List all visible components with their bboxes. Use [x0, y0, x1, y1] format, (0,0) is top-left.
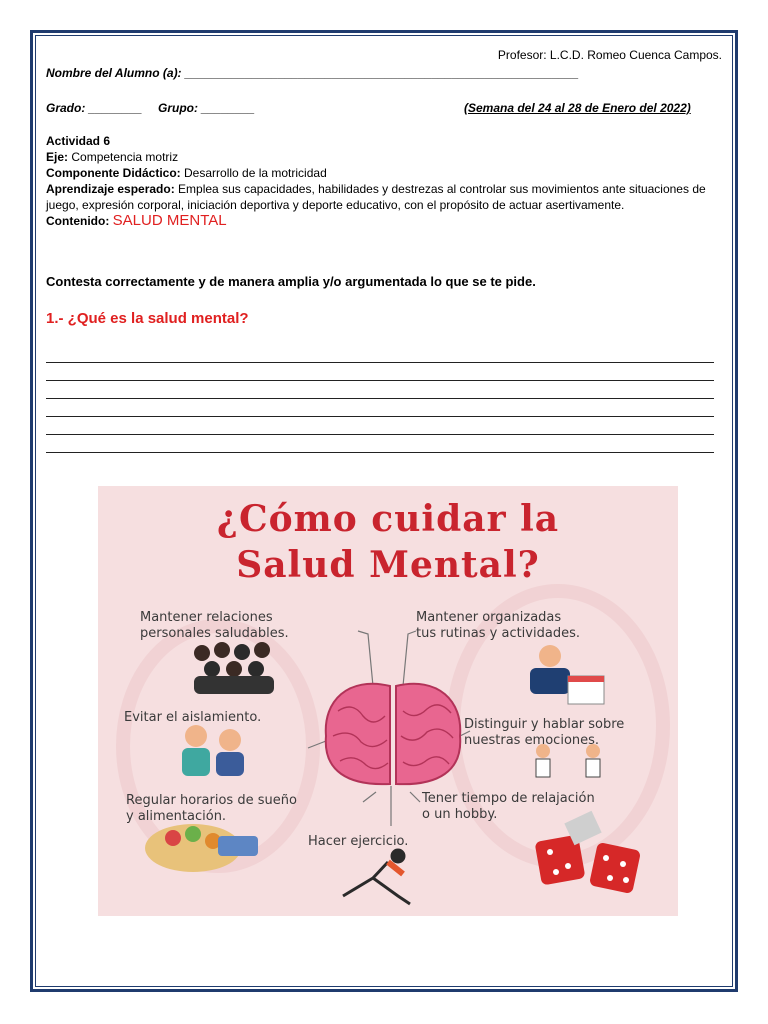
group-of-people-icon	[194, 642, 274, 694]
exercise-icon	[343, 850, 410, 904]
infographic-title-line1: ¿Cómo cuidar la	[216, 498, 560, 540]
tip-line: o un hobby.	[422, 807, 498, 822]
teacher-name: Profesor: L.C.D. Romeo Cuenca Campos.	[497, 48, 722, 62]
grade-field[interactable]: Grado: ________	[46, 101, 143, 115]
answer-line[interactable]	[46, 345, 714, 363]
tip-line: Evitar el aislamiento.	[124, 710, 262, 725]
tip-line: personales saludables.	[140, 626, 289, 641]
answer-line[interactable]	[46, 399, 714, 417]
tip-routines	[416, 610, 580, 642]
answer-line[interactable]	[46, 417, 714, 435]
tip-line: tus rutinas y actividades.	[416, 626, 580, 641]
tip-line: Mantener organizadas	[416, 610, 562, 625]
infographic-title-line2: Salud Mental?	[236, 544, 540, 586]
answer-line[interactable]	[46, 363, 714, 381]
content-line	[46, 213, 726, 229]
component-line	[46, 165, 726, 181]
tip-line: Hacer ejercicio.	[308, 834, 409, 849]
mental-health-infographic	[98, 486, 678, 916]
tip-emotions	[464, 717, 624, 749]
organized-routine-icon	[530, 645, 604, 704]
activity-title: Actividad 6	[46, 134, 111, 148]
tip-line: nuestras emociones.	[464, 733, 600, 748]
friends-icon	[182, 725, 244, 776]
component-value: Desarrollo de la motricidad	[184, 166, 327, 180]
axis-value: Competencia motriz	[71, 150, 179, 164]
learning-value: Emplea sus capacidades, habilidades y destrezas al controlar sus movimientos ante situaciones de juego, expresión corporal, iniciación deportiva y deporte educativo, con el propósito de actuar asertivamente.	[46, 182, 706, 212]
tip-line: Distinguir y hablar sobre	[464, 717, 625, 732]
activity-info	[46, 133, 726, 229]
tip-isolation	[124, 710, 261, 726]
answer-line[interactable]	[46, 381, 714, 399]
axis-line	[46, 149, 726, 165]
answer-area[interactable]	[46, 345, 714, 453]
axis-label: Eje:	[46, 150, 69, 164]
tip-relations	[140, 610, 289, 642]
tip-line: Tener tiempo de relajación	[422, 791, 595, 806]
student-name-field[interactable]: Nombre del Alumno (a): ___________________________________________________________	[46, 66, 579, 80]
tip-line: Mantener relaciones	[140, 610, 273, 625]
brain-icon	[326, 684, 460, 784]
content-label: Contenido:	[46, 214, 110, 228]
tip-line: Regular horarios de sueño	[126, 793, 297, 808]
week-label: (Semana del 24 al 28 de Enero del 2022)	[464, 101, 691, 115]
content-value: SALUD MENTAL	[112, 212, 227, 229]
learning-label: Aprendizaje esperado:	[46, 182, 175, 196]
tip-exercise	[308, 834, 408, 850]
component-label: Componente Didáctico:	[46, 166, 181, 180]
tip-sleep	[126, 793, 297, 825]
answer-line[interactable]	[46, 435, 714, 453]
tip-line: y alimentación.	[126, 809, 227, 824]
instructions: Contesta correctamente y de manera amplia y/o argumentada lo que se te pide.	[46, 274, 536, 289]
group-field[interactable]: Grupo: ________	[158, 101, 255, 115]
tip-relax	[422, 791, 595, 823]
learning-line	[46, 181, 726, 213]
question-1: 1.- ¿Qué es la salud mental?	[46, 310, 249, 327]
